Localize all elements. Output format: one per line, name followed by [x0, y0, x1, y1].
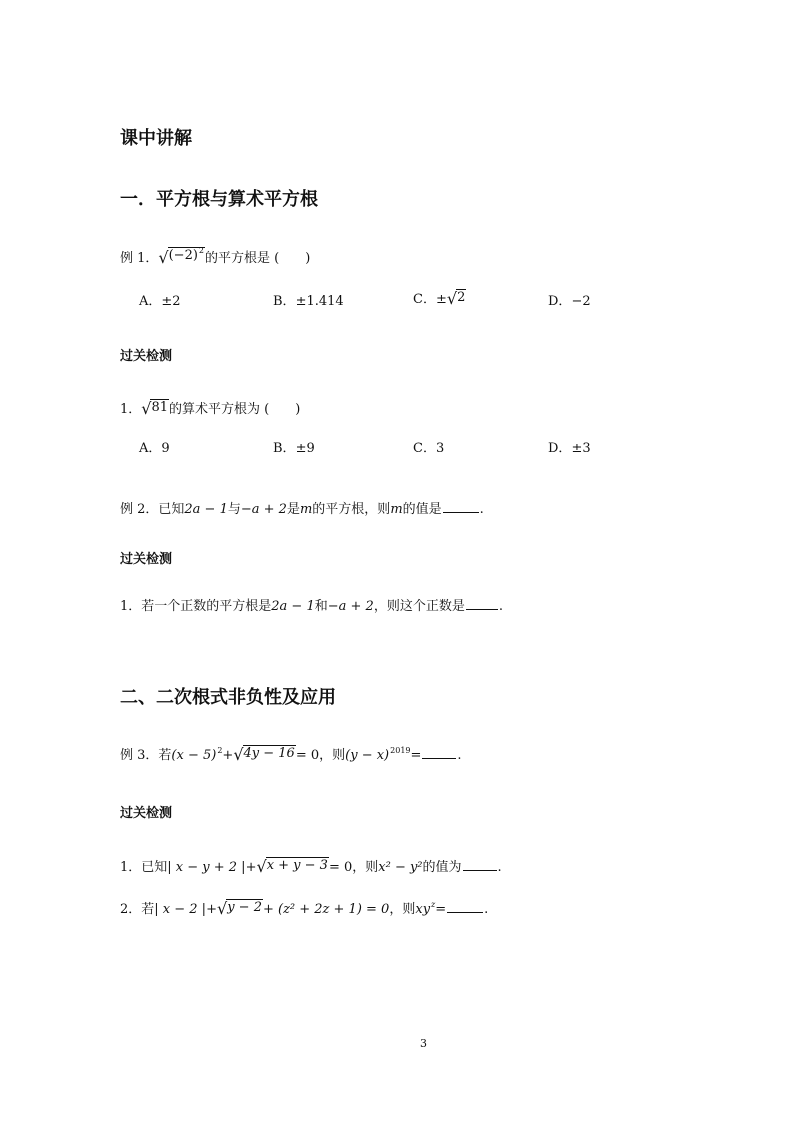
connector-text: ，则	[389, 902, 416, 917]
option-b	[273, 437, 315, 456]
section-2-title: 二、二次根式非负性及应用	[120, 687, 336, 708]
sqrt-expression	[233, 745, 296, 764]
radical-sign-icon: √	[446, 289, 458, 308]
plus-sign: +	[206, 902, 217, 917]
question-prefix: 1．若一个正数的平方根是	[120, 599, 272, 614]
option-d	[548, 290, 591, 309]
equation-equals: = 0	[328, 860, 353, 875]
check-3-question-1	[120, 857, 502, 877]
expression-2: −a + 2	[240, 502, 287, 517]
option-letter: A．	[139, 294, 162, 309]
option-a	[139, 437, 170, 456]
check-3-question-2	[120, 899, 488, 920]
base-expression: xy	[415, 902, 431, 917]
option-c	[413, 288, 466, 307]
answer-blank	[466, 597, 498, 610]
example-2-prefix: 例 2．已知	[120, 502, 185, 517]
page-number: 3	[420, 1037, 427, 1050]
radical-sign-icon: √	[233, 745, 244, 764]
exponent: 2019	[390, 746, 411, 755]
variable-m: m	[299, 502, 313, 517]
option-value: 9	[161, 441, 170, 456]
example-1-prefix: 例 1．	[120, 251, 159, 266]
option-letter: D．	[548, 441, 572, 456]
exponent: z	[431, 900, 436, 909]
radicand: 4y − 16	[243, 746, 295, 761]
example-3	[120, 745, 462, 766]
absolute-value-expression: | x − y + 2 |	[167, 860, 246, 875]
example-1	[120, 247, 310, 268]
equals-sign: =	[435, 902, 447, 917]
connector-text: 与	[227, 502, 241, 517]
expression-1: 2a − 1	[184, 502, 228, 517]
remaining-expression: + (z² + 2z + 1) = 0	[262, 902, 390, 917]
check-title-3: 过关检测	[120, 806, 173, 821]
check-2-question-1	[120, 597, 503, 616]
question-tail: ，则这个正数是	[373, 599, 465, 614]
connector-text: ，则	[319, 748, 346, 763]
answer-blank	[447, 900, 483, 913]
answer-blank	[422, 746, 456, 759]
equals-sign: =	[410, 748, 422, 763]
connector-text: 的平方根，则	[312, 502, 391, 517]
expression-2: (y − x)	[345, 748, 390, 763]
question-tail: 的值为	[422, 860, 462, 875]
option-d	[548, 437, 591, 456]
sqrt-expression	[446, 289, 466, 308]
option-value: ±3	[571, 441, 591, 456]
radicand: y − 2	[227, 900, 262, 915]
radical-sign-icon: √	[158, 248, 169, 267]
radical-sign-icon: √	[256, 857, 267, 876]
connector-text: 是	[286, 502, 300, 517]
question-prefix: 2．若	[120, 902, 155, 917]
target-expression: x² − y²	[378, 860, 423, 875]
page-heading: 课中讲解	[120, 128, 192, 149]
check-title-2: 过关检测	[120, 552, 173, 567]
check-title-1: 过关检测	[120, 349, 173, 364]
expression-1: 2a − 1	[271, 599, 315, 614]
option-letter: B．	[273, 441, 296, 456]
option-letter: B．	[273, 294, 296, 309]
option-letter: C．	[413, 292, 436, 307]
sqrt-expression	[141, 399, 169, 418]
radicand: 2	[457, 290, 466, 305]
sqrt-expression	[256, 857, 328, 876]
connector-text: 和	[314, 599, 328, 614]
connector-text: ，则	[352, 860, 379, 875]
sqrt-expression	[158, 246, 205, 267]
plus-sign: +	[245, 860, 257, 875]
sqrt-expression	[216, 899, 263, 918]
answer-blank	[443, 500, 479, 513]
expression-2: −a + 2	[327, 599, 374, 614]
section-1-title: 一．平方根与算术平方根	[120, 189, 318, 210]
option-value: ±9	[295, 441, 315, 456]
period: .	[457, 748, 462, 763]
plus-sign: +	[222, 748, 234, 763]
radical-sign-icon: √	[141, 399, 152, 418]
question-text: 的算术平方根为 ( )	[169, 402, 301, 417]
period: .	[484, 902, 489, 917]
option-value: ±2	[161, 294, 181, 309]
example-1-text: 的平方根是 ( )	[205, 251, 311, 266]
radicand: (−2)	[168, 248, 198, 263]
option-value: 3	[435, 441, 445, 456]
period: .	[498, 599, 503, 614]
option-value: ±	[435, 292, 447, 307]
check-1-question-1	[120, 399, 300, 419]
variable-m: m	[390, 502, 403, 517]
example-3-prefix: 例 3．若	[120, 748, 172, 763]
exponent: 2	[198, 246, 205, 255]
absolute-value-expression: | x − 2 |	[154, 902, 207, 917]
period: .	[479, 502, 484, 517]
radicand: x + y − 3	[266, 858, 328, 873]
question-prefix: 1．	[120, 402, 142, 417]
equation-equals: = 0	[295, 748, 320, 763]
option-letter: C．	[413, 441, 436, 456]
radicand: 81	[151, 400, 169, 415]
period: .	[497, 860, 502, 875]
answer-blank	[463, 858, 497, 871]
option-value: −2	[571, 294, 591, 309]
option-letter: A．	[139, 441, 162, 456]
question-prefix: 1．已知	[120, 860, 168, 875]
radical-sign-icon: √	[216, 899, 228, 918]
exponent: 2	[217, 746, 223, 755]
option-letter: D．	[548, 294, 572, 309]
example-2	[120, 500, 484, 519]
option-c	[413, 437, 444, 456]
connector-text: 的值是	[402, 502, 442, 517]
option-value: ±1.414	[295, 294, 344, 309]
expression-1: (x − 5)	[171, 748, 217, 763]
option-b	[273, 290, 344, 309]
option-a	[139, 290, 181, 309]
